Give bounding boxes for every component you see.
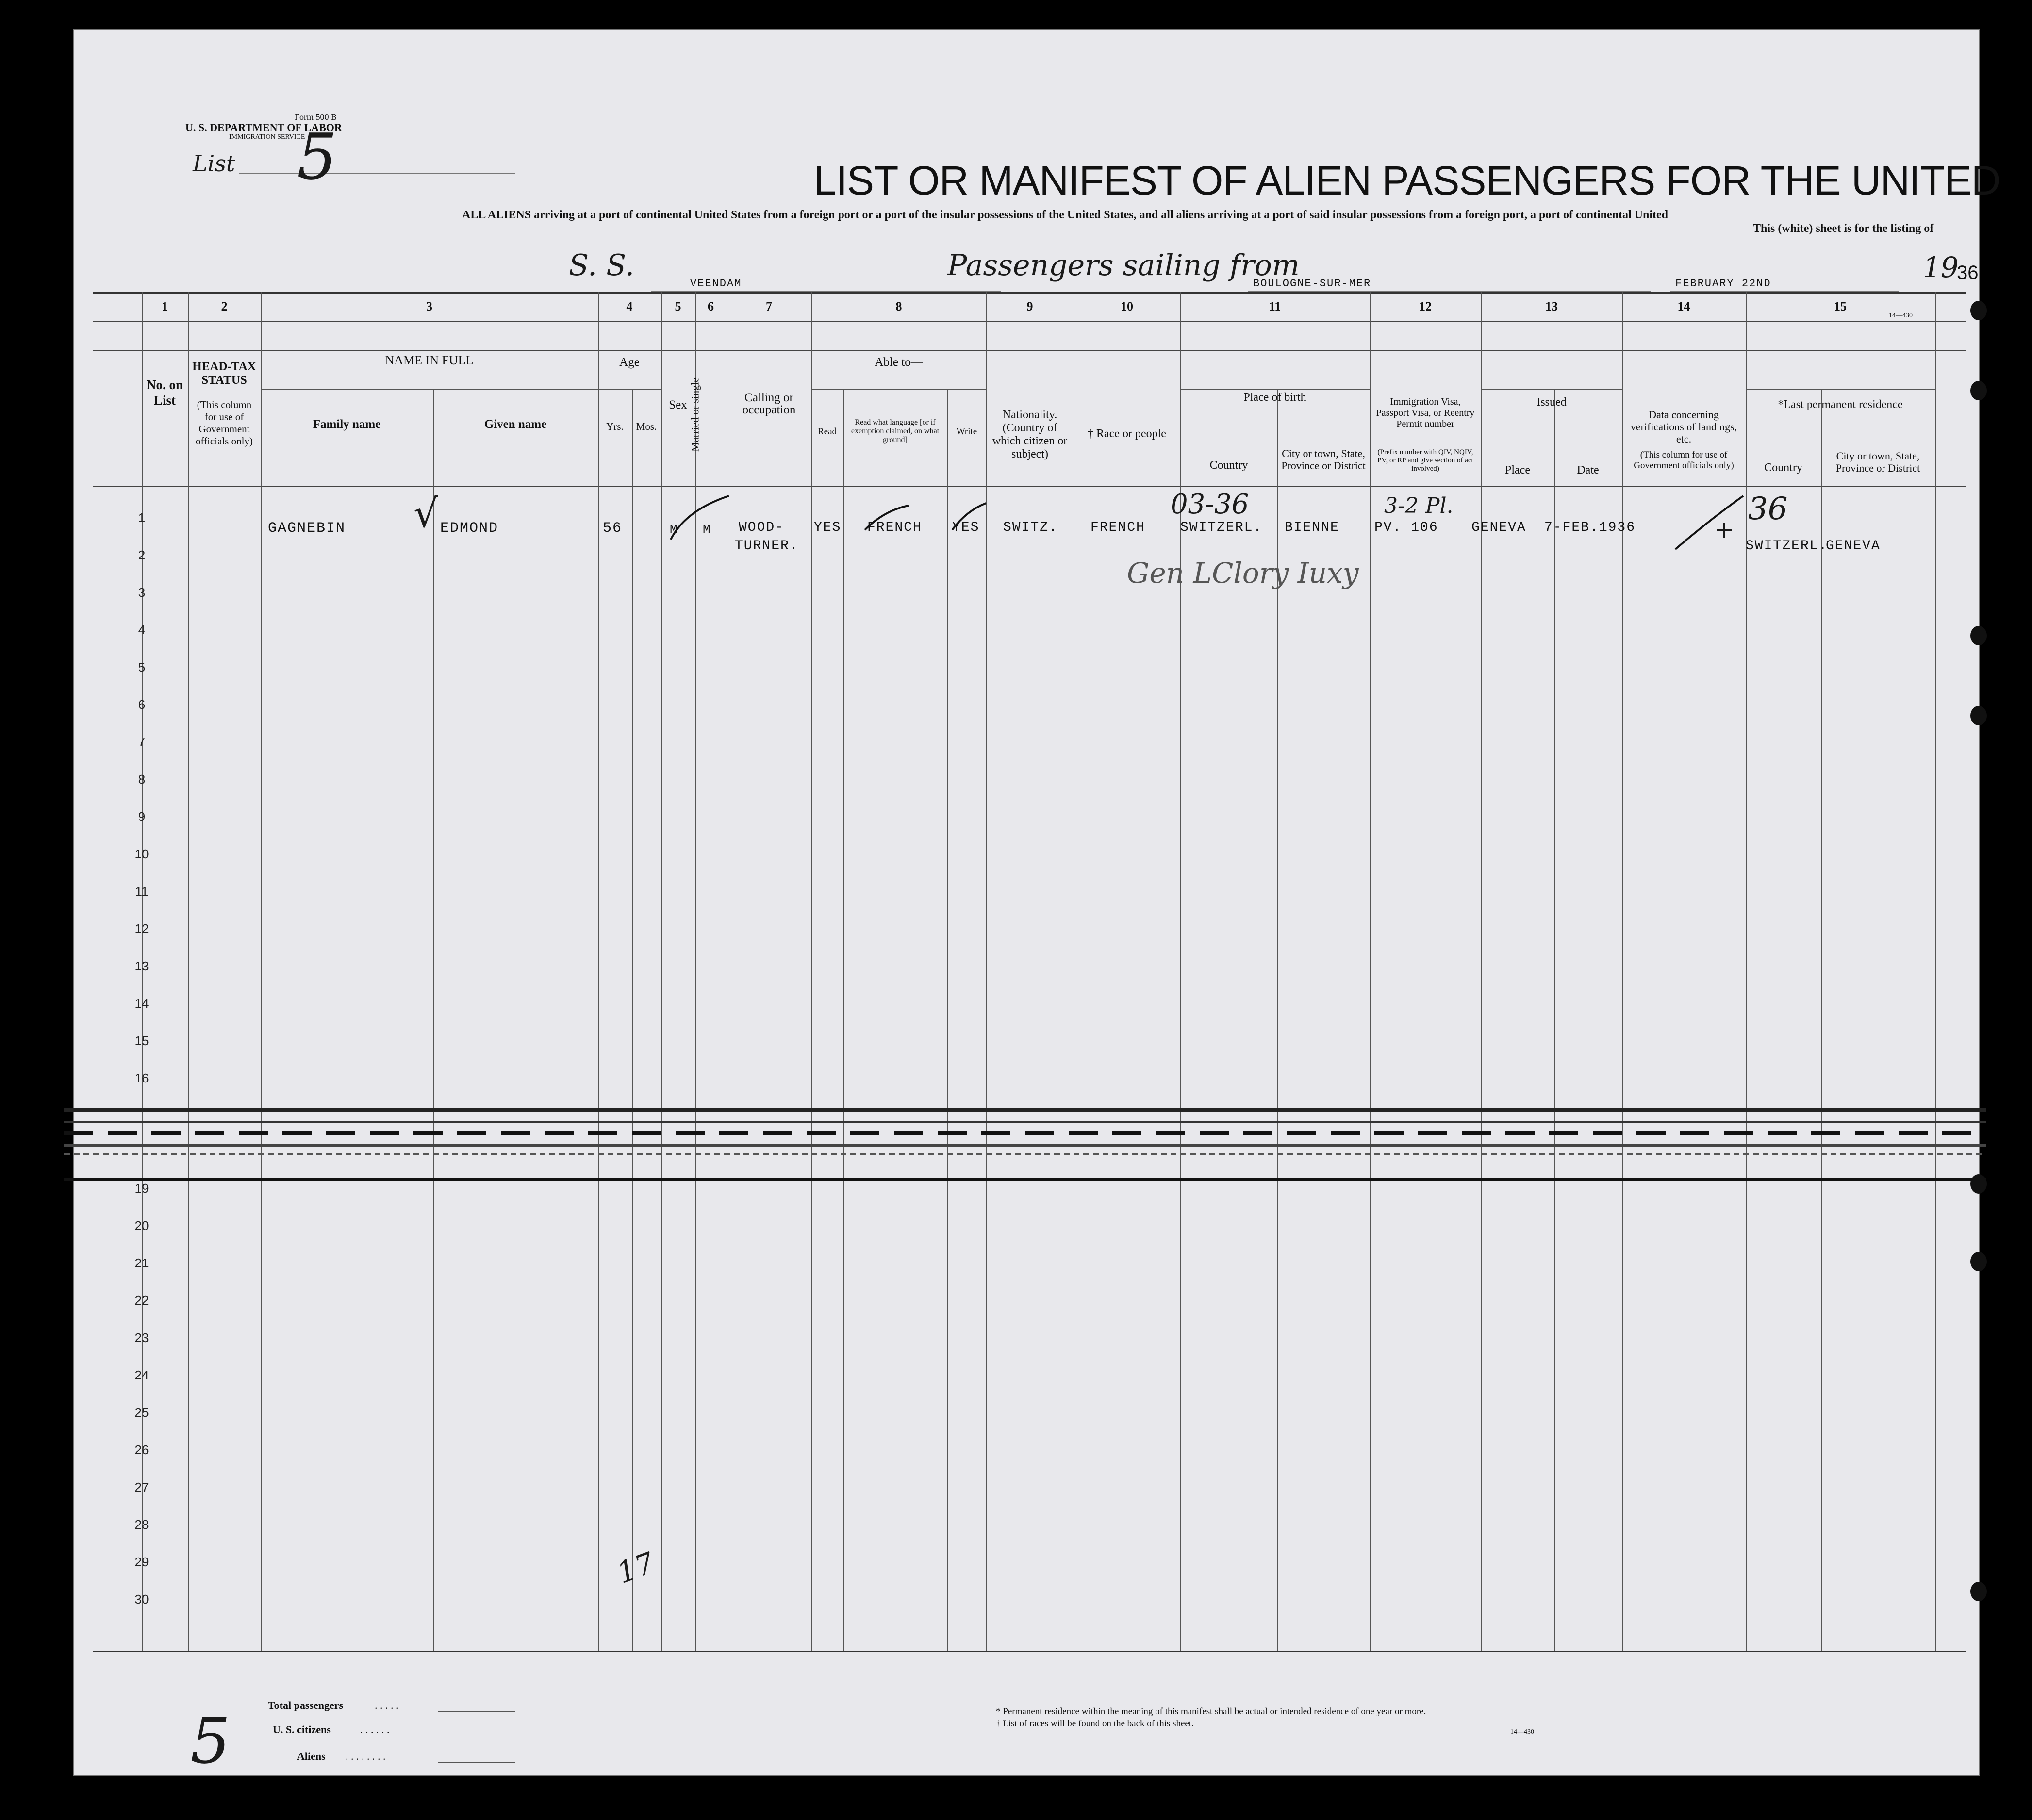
col-header-language: Read what language [or if exemption claimed, on what ground] <box>851 418 940 444</box>
col-header-issued-place: Place <box>1505 464 1530 476</box>
binding-hole <box>1970 1582 1987 1601</box>
col-header-nationality: Nationality. (Country of which citizen or subject) <box>992 409 1068 460</box>
binding-hole <box>1970 706 1987 725</box>
row-number: 14 <box>134 996 149 1011</box>
pencil-annotation: Gen LClory Iuxy <box>1127 557 1359 590</box>
passenger-birth-city: BIENNE <box>1285 520 1339 535</box>
passenger-birth-country: SWITZERL. <box>1180 520 1263 535</box>
row-number: 23 <box>134 1330 149 1345</box>
slash-marks <box>656 491 996 549</box>
residence-annotation: 36 <box>1748 491 1788 527</box>
birth-annotation: 03-36 <box>1171 489 1249 520</box>
row-number: 15 <box>134 1033 149 1048</box>
col-header-issued: Issued <box>1536 396 1567 409</box>
col-num-8: 8 <box>895 299 902 313</box>
col-header-residence: *Last permanent residence <box>1778 398 1903 411</box>
passenger-occupation-1: WOOD- <box>739 520 785 535</box>
col-header-age: Age <box>619 356 640 369</box>
col-header-verification-note: (This column for use of Government officials only) <box>1634 450 1734 471</box>
col-header-married: Married or single <box>689 377 701 452</box>
passenger-family-name: GAGNEBIN <box>268 520 346 537</box>
visa-annotation: 3-2 Pl. <box>1384 493 1454 518</box>
row-number: 6 <box>138 697 146 712</box>
col-num-6: 6 <box>708 299 714 313</box>
subtitle: ALL ALIENS arriving at a port of continental United States from a foreign port or a port of the insular possessions of the United States, and all aliens arriving at a port of said insular possessions from a foreign port, a port of continental United <box>462 209 1668 221</box>
col-num-7: 7 <box>766 299 772 313</box>
col-num-5: 5 <box>675 299 681 313</box>
form-number: Form 500 B <box>295 112 337 122</box>
year-prefix: 19 <box>1923 251 1959 284</box>
port-name: BOULOGNE-SUR-MER <box>1253 278 1371 290</box>
binding-hole <box>1970 1252 1987 1271</box>
col-header-able: Able to— <box>875 356 923 369</box>
col-header-verification: Data concerning verifications of landings, etc. <box>1630 409 1737 445</box>
check-mark: √ <box>413 491 438 536</box>
passenger-race: FRENCH <box>1090 520 1145 535</box>
page-title: LIST OR MANIFEST OF ALIEN PASSENGERS FOR THE UNITED <box>814 158 2000 203</box>
row-number: 10 <box>134 847 149 861</box>
col-header-visa: Immigration Visa, Passport Visa, or Reentry Permit number <box>1376 396 1475 429</box>
row-number: 29 <box>134 1555 149 1569</box>
col-header-sex: Sex <box>669 398 687 411</box>
col-num-15: 15 <box>1834 299 1847 313</box>
col-header-given: Given name <box>484 418 547 431</box>
col-header-mos: Mos. <box>636 421 657 432</box>
col-num-12: 12 <box>1419 299 1432 313</box>
row-number: 27 <box>134 1480 149 1494</box>
col-header-res-country: Country <box>1764 461 1802 474</box>
row-number: 25 <box>134 1405 149 1420</box>
row-number: 1 <box>138 510 146 525</box>
passenger-issued-date: 7-FEB.1936 <box>1544 520 1636 535</box>
subtitle-2: This (white) sheet is for the listing of <box>1753 222 1934 235</box>
verification-slash <box>1670 491 1748 554</box>
row-number: 30 <box>134 1592 149 1607</box>
col-num-11: 11 <box>1269 299 1281 313</box>
row-number: 3 <box>138 585 146 600</box>
col-num-13: 13 <box>1545 299 1558 313</box>
col-header-headtax: HEAD-TAX STATUS <box>192 360 256 387</box>
col-num-14: 14 <box>1677 299 1690 313</box>
footer-note-residence: * Permanent residence within the meaning of this manifest shall be actual or intended residence of one year or more. <box>996 1706 1426 1717</box>
binding-hole <box>1970 1174 1987 1194</box>
department: U. S. DEPARTMENT OF LABOR <box>185 121 342 133</box>
row-number: 22 <box>134 1293 149 1308</box>
footer-note-races: † List of races will be found on the back of this sheet. <box>996 1719 1194 1729</box>
list-label: List <box>193 150 235 177</box>
count-annotation: 17 <box>612 1546 660 1590</box>
row-number: 2 <box>138 548 146 562</box>
passenger-sex: M <box>670 523 678 537</box>
col-header-issued-date: Date <box>1577 464 1599 476</box>
col-header-race: † Race or people <box>1088 427 1166 440</box>
col-header-birth-country: Country <box>1209 459 1248 472</box>
ship-name: VEENDAM <box>690 278 742 290</box>
corner-code: 14—430 <box>1889 312 1913 319</box>
binding-hole <box>1970 301 1987 320</box>
footer-citizens-label: U. S. citizens <box>273 1723 331 1736</box>
fold-band <box>64 1098 1986 1195</box>
ss-label: S. S. <box>569 248 635 282</box>
col-header-name: NAME IN FULL <box>385 353 474 367</box>
passenger-occupation-2: TURNER. <box>735 539 799 554</box>
binding-hole <box>1970 626 1987 645</box>
row-number: 11 <box>135 884 149 899</box>
col-header-headtax-note: (This column for use of Government officials only) <box>195 399 253 447</box>
row-number: 12 <box>134 921 149 936</box>
col-header-res-city: City or town, State, Province or District <box>1835 450 1920 474</box>
col-header-visa-note: (Prefix number with QIV, NQIV, PV, or RP and give section of act involved) <box>1377 448 1473 473</box>
footer-total-label: Total passengers <box>268 1699 344 1711</box>
binding-hole <box>1970 381 1987 400</box>
col-header-family: Family name <box>313 418 381 431</box>
passenger-write: YES <box>952 520 980 535</box>
col-num-3: 3 <box>426 299 432 313</box>
row-number: 24 <box>134 1368 149 1382</box>
list-number: 5 <box>297 120 337 194</box>
col-num-10: 10 <box>1121 299 1133 313</box>
passenger-read: YES <box>814 520 842 535</box>
row-number: 19 <box>134 1181 149 1196</box>
col-header-write: Write <box>956 426 977 437</box>
margin-digit: 5 <box>190 1704 231 1778</box>
row-number: 21 <box>134 1256 149 1270</box>
row-number: 8 <box>138 772 146 787</box>
row-number: 4 <box>138 623 146 637</box>
col-header-no: No. on List <box>146 377 183 408</box>
cross-mark: + <box>1714 515 1735 543</box>
passenger-given-name: EDMOND <box>440 520 499 537</box>
row-number: 16 <box>134 1071 149 1085</box>
col-num-1: 1 <box>162 299 168 313</box>
passenger-issued-place: GENEVA <box>1471 520 1526 535</box>
row-number: 9 <box>138 809 146 824</box>
sailing-label: Passengers sailing from <box>947 248 1300 282</box>
year-suffix: 36 <box>1957 262 1979 283</box>
passenger-visa: PV. 106 <box>1374 520 1438 535</box>
passenger-nationality: SWITZ. <box>1003 520 1058 535</box>
passenger-marital: M <box>703 523 711 537</box>
col-num-9: 9 <box>1026 299 1033 313</box>
row-number: 26 <box>134 1443 149 1457</box>
passenger-age: 56 <box>603 520 623 537</box>
manifest-sheet: Form 500 B U. S. DEPARTMENT OF LABOR IMMIGRATION SERVICE List 5 LIST OR MANIFEST OF ALIEN PASSENGERS FOR THE UNITED ALL ALIENS arriving at a port of continental United States from a foreign port or a port of the insular possessions of the United States, and all aliens arriving at a port of said insular possessions from a foreign port, a port of continental United This (white) sheet is for the listing of S. S. VEENDAM Passengers sailing from BOULOGNE-SUR-MER FEBRUARY 22ND 19 36 14—430 1 2 3 4 5 6 7 8 9 10 11 12 13 14 15 No. on List HEAD-TAX STATUS (This column for use of Government officials only) NAME IN FULL Family name Given name Age Yrs. Mos. Sex Married or single Calling or occupation Able to— Read Read what language [or if exemption claimed, on what ground] Write Nationality. (Country of which citizen or subject) † Race or people Place of birth Country City or town, State, Province or District Immigration Visa, Passport Visa, or Reentry Permit number (Prefix number with QIV, NQIV, PV, or RP and give section of act involved) Issued Place Date Data concerning verifications of landings, etc. (This column for use of Government officials only) *Last permanent residence Country City or town, State, Province or District 1 2 3 4 5 6 7 8 9 10 11 12 13 14 15 16 19 20 21 22 23 24 25 26 27 28 29 30 GAGNEBIN EDMOND 56 M M WOOD- TURNER. YES FRENCH YES SWITZ. FRENCH SWITZERL. BIENNE PV. 106 GENEVA 7-FEB.1936 SWITZERL. GENEVA √ 03-36 3-2 Pl. 36 + Gen LClory Iuxy 17 5 Total passengers . . . . . U. S. citizens . . . . . . Aliens . . . . . . . . * Permanent residence within the meaning of this manifest shall be actual or intended residence of one year or more. † List of races will be found on the back of this sheet. 14—430 <box>73 29 1980 1776</box>
col-num-4: 4 <box>626 299 633 313</box>
col-header-occupation: Calling or occupation <box>742 391 796 416</box>
col-header-birthplace: Place of birth <box>1243 391 1306 404</box>
sailing-date: FEBRUARY 22ND <box>1675 278 1771 290</box>
passenger-res-country: SWITZERL. <box>1746 539 1828 554</box>
row-number: 20 <box>134 1218 149 1233</box>
footer-aliens-label: Aliens <box>297 1750 326 1762</box>
footer-code: 14—430 <box>1510 1728 1534 1736</box>
passenger-res-city: GENEVA <box>1826 539 1881 554</box>
row-number: 28 <box>134 1517 149 1532</box>
col-header-birth-city: City or town, State, Province or District <box>1281 447 1366 472</box>
col-header-yrs: Yrs. <box>606 421 624 432</box>
passenger-language: FRENCH <box>867 520 922 535</box>
col-num-2: 2 <box>221 299 228 313</box>
row-number: 7 <box>138 735 146 749</box>
service: IMMIGRATION SERVICE <box>229 133 305 141</box>
col-header-read: Read <box>817 426 837 437</box>
row-number: 13 <box>134 959 149 973</box>
row-number: 5 <box>138 660 146 674</box>
